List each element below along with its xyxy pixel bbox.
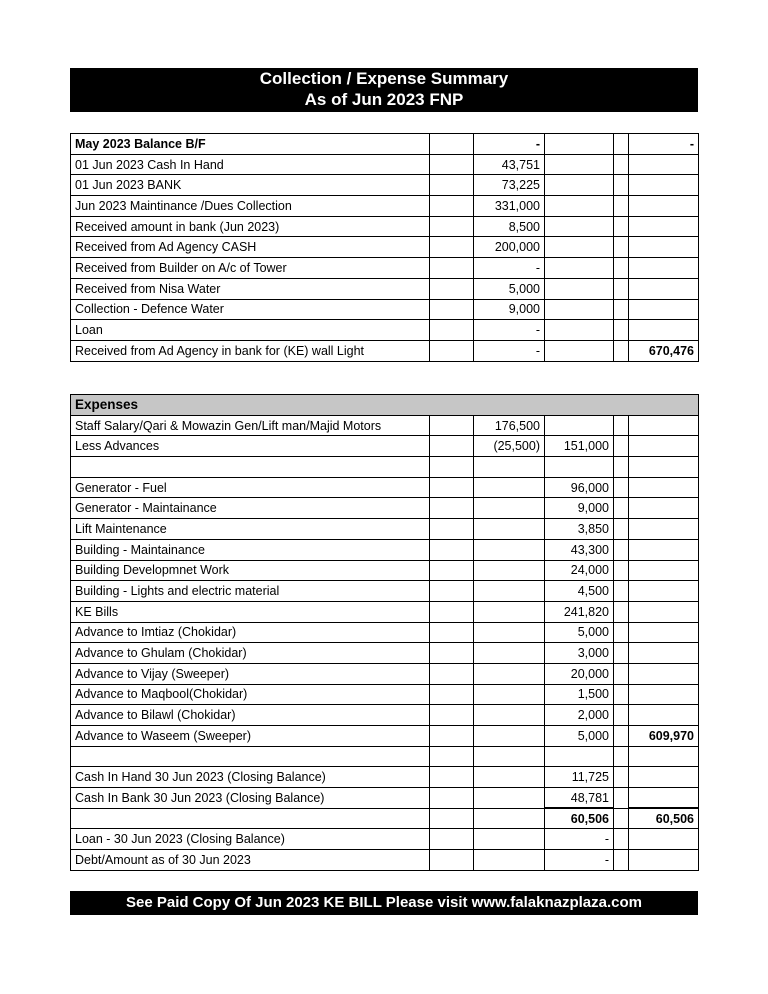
spacer-cell: [614, 237, 629, 258]
spacer-cell: [614, 622, 629, 643]
total-cell: [629, 519, 699, 540]
table-row: [71, 788, 699, 809]
total-cell: [629, 829, 699, 850]
spacer-cell: [614, 320, 629, 341]
subtotal-cell: -: [545, 850, 614, 871]
table-row: [71, 320, 699, 341]
subtotal-cell: 9,000: [545, 498, 614, 519]
total-cell: [629, 767, 699, 788]
row-label: KE Bills: [71, 601, 430, 622]
amount-cell: [474, 519, 545, 540]
table-row: [71, 726, 699, 747]
table-row: [71, 705, 699, 726]
row-label: Jun 2023 Maintinance /Dues Collection: [71, 196, 430, 217]
row-label: Building - Lights and electric material: [71, 581, 430, 602]
spacer-cell: [614, 258, 629, 279]
amount-cell: [474, 829, 545, 850]
total-cell: [629, 175, 699, 196]
table-row: [71, 436, 699, 457]
total-cell: [629, 278, 699, 299]
spacer-cell: [614, 601, 629, 622]
spacer-cell: [430, 560, 474, 581]
spacer-cell: [430, 622, 474, 643]
subtotal-cell: [545, 746, 614, 767]
spacer-cell: [430, 850, 474, 871]
row-label: Advance to Vijay (Sweeper): [71, 663, 430, 684]
spacer-cell: [614, 705, 629, 726]
row-label: 01 Jun 2023 Cash In Hand: [71, 154, 430, 175]
total-cell: [629, 216, 699, 237]
spacer-cell: [430, 299, 474, 320]
spacer-cell: [614, 299, 629, 320]
subtotal-cell: [545, 278, 614, 299]
summary-title-bar: [70, 68, 698, 112]
table-row: [71, 340, 699, 361]
subtotal-cell: -: [545, 829, 614, 850]
table-row: [71, 808, 699, 829]
subtotal-cell: 24,000: [545, 560, 614, 581]
row-label: Building - Maintainance: [71, 539, 430, 560]
subtotal-cell: [545, 154, 614, 175]
amount-cell: [474, 643, 545, 664]
subtotal-cell: [545, 134, 614, 155]
total-cell: -: [629, 134, 699, 155]
row-label: [71, 808, 430, 829]
row-label: Less Advances: [71, 436, 430, 457]
summary-title: Collection / Expense Summary: [259, 69, 509, 88]
table-row: [71, 684, 699, 705]
spacer-cell: [430, 216, 474, 237]
subtotal-cell: 43,300: [545, 539, 614, 560]
spacer-cell: [614, 196, 629, 217]
spacer-cell: [430, 581, 474, 602]
table-row: [71, 767, 699, 788]
subtotal-cell: [545, 216, 614, 237]
amount-cell: 176,500: [474, 415, 545, 436]
table-row: [71, 278, 699, 299]
total-cell: [629, 684, 699, 705]
spacer-cell: [614, 560, 629, 581]
row-label: 01 Jun 2023 BANK: [71, 175, 430, 196]
collection-table: [70, 133, 699, 362]
subtotal-cell: 11,725: [545, 767, 614, 788]
subtotal-cell: 4,500: [545, 581, 614, 602]
spacer-cell: [614, 457, 629, 478]
table-row: [71, 850, 699, 871]
spacer-cell: [614, 340, 629, 361]
subtotal-cell: 60,506: [545, 808, 614, 829]
table-row: [71, 299, 699, 320]
row-label: Advance to Waseem (Sweeper): [71, 726, 430, 747]
spacer-cell: [430, 519, 474, 540]
table-row: [71, 539, 699, 560]
subtotal-cell: [545, 320, 614, 341]
amount-cell: 8,500: [474, 216, 545, 237]
table-row: [71, 258, 699, 279]
table-row: [71, 237, 699, 258]
total-cell: [629, 601, 699, 622]
spacer-cell: [614, 850, 629, 871]
spacer-cell: [430, 788, 474, 809]
total-cell: [629, 788, 699, 809]
total-cell: [629, 705, 699, 726]
table-row: [71, 175, 699, 196]
total-cell: [629, 498, 699, 519]
spacer-cell: [430, 258, 474, 279]
table-row: [71, 643, 699, 664]
spacer-cell: [614, 539, 629, 560]
spacer-cell: [430, 643, 474, 664]
row-label: [71, 746, 430, 767]
row-label: Advance to Ghulam (Chokidar): [71, 643, 430, 664]
table-row: [71, 829, 699, 850]
row-label: Cash In Hand 30 Jun 2023 (Closing Balance): [71, 767, 430, 788]
row-label: Received from Nisa Water: [71, 278, 430, 299]
row-label: Received amount in bank (Jun 2023): [71, 216, 430, 237]
spacer-cell: [430, 498, 474, 519]
subtotal-cell: 151,000: [545, 436, 614, 457]
summary-subtitle: As of Jun 2023 FNP: [304, 90, 464, 109]
amount-cell: [474, 705, 545, 726]
spacer-cell: [430, 767, 474, 788]
row-label: Loan - 30 Jun 2023 (Closing Balance): [71, 829, 430, 850]
amount-cell: [474, 726, 545, 747]
spacer-cell: [614, 746, 629, 767]
row-label: Advance to Imtiaz (Chokidar): [71, 622, 430, 643]
total-cell: [629, 663, 699, 684]
spacer-cell: [430, 278, 474, 299]
table-row: [71, 622, 699, 643]
total-cell: [629, 258, 699, 279]
amount-cell: [474, 601, 545, 622]
spacer-cell: [430, 726, 474, 747]
row-label: Generator - Maintainance: [71, 498, 430, 519]
spacer-cell: [430, 415, 474, 436]
table-row: [71, 196, 699, 217]
spacer-cell: [430, 539, 474, 560]
spacer-cell: [430, 175, 474, 196]
spacer-cell: [614, 767, 629, 788]
table-row: [71, 560, 699, 581]
amount-cell: [474, 581, 545, 602]
footer-note: See Paid Copy Of Jun 2023 KE BILL Please visit www.falaknazplaza.com: [70, 891, 698, 915]
subtotal-cell: 48,781: [545, 788, 614, 809]
row-label: [71, 457, 430, 478]
subtotal-cell: [545, 237, 614, 258]
table-row: [71, 457, 699, 478]
table-row: [71, 154, 699, 175]
total-cell: [629, 746, 699, 767]
amount-cell: 331,000: [474, 196, 545, 217]
spacer-cell: [430, 457, 474, 478]
total-cell: [629, 539, 699, 560]
spacer-cell: [614, 829, 629, 850]
row-label: Loan: [71, 320, 430, 341]
amount-cell: 43,751: [474, 154, 545, 175]
subtotal-cell: [545, 415, 614, 436]
amount-cell: [474, 622, 545, 643]
table-row: [71, 663, 699, 684]
amount-cell: [474, 788, 545, 809]
expenses-header-row: [71, 395, 699, 416]
row-label: Building Developmnet Work: [71, 560, 430, 581]
subtotal-cell: [545, 258, 614, 279]
spacer-cell: [430, 134, 474, 155]
amount-cell: [474, 498, 545, 519]
row-label: Advance to Bilawl (Chokidar): [71, 705, 430, 726]
spacer-cell: [430, 196, 474, 217]
total-cell: [629, 560, 699, 581]
table-row: [71, 519, 699, 540]
spacer-cell: [430, 746, 474, 767]
spacer-cell: [614, 726, 629, 747]
amount-cell: -: [474, 134, 545, 155]
row-label: Received from Ad Agency CASH: [71, 237, 430, 258]
total-cell: [629, 477, 699, 498]
total-cell: [629, 622, 699, 643]
spacer-cell: [430, 684, 474, 705]
row-label: Advance to Maqbool(Chokidar): [71, 684, 430, 705]
spacer-cell: [614, 788, 629, 809]
subtotal-cell: 2,000: [545, 705, 614, 726]
row-label: Generator - Fuel: [71, 477, 430, 498]
row-label: Debt/Amount as of 30 Jun 2023: [71, 850, 430, 871]
total-cell: [629, 237, 699, 258]
total-cell: [629, 196, 699, 217]
subtotal-cell: [545, 175, 614, 196]
amount-cell: [474, 850, 545, 871]
total-cell: [629, 457, 699, 478]
amount-cell: -: [474, 320, 545, 341]
subtotal-cell: 5,000: [545, 726, 614, 747]
amount-cell: -: [474, 258, 545, 279]
spacer-cell: [430, 340, 474, 361]
spacer-cell: [614, 175, 629, 196]
spacer-cell: [614, 436, 629, 457]
spacer-cell: [614, 154, 629, 175]
subtotal-cell: 241,820: [545, 601, 614, 622]
spacer-cell: [614, 519, 629, 540]
total-cell: [629, 643, 699, 664]
spacer-cell: [430, 436, 474, 457]
row-label: Cash In Bank 30 Jun 2023 (Closing Balance): [71, 788, 430, 809]
table-row: [71, 581, 699, 602]
spacer-cell: [614, 808, 629, 829]
amount-cell: 73,225: [474, 175, 545, 196]
spacer-cell: [430, 705, 474, 726]
table-row: [71, 216, 699, 237]
table-row: [71, 477, 699, 498]
spacer-cell: [430, 808, 474, 829]
spacer-cell: [430, 237, 474, 258]
total-cell: [629, 299, 699, 320]
row-label: Lift Maintenance: [71, 519, 430, 540]
total-cell: 609,970: [629, 726, 699, 747]
amount-cell: [474, 767, 545, 788]
amount-cell: [474, 560, 545, 581]
amount-cell: -: [474, 340, 545, 361]
amount-cell: [474, 539, 545, 560]
amount-cell: [474, 457, 545, 478]
spacer-cell: [430, 477, 474, 498]
spacer-cell: [614, 216, 629, 237]
subtotal-cell: 96,000: [545, 477, 614, 498]
total-cell: [629, 436, 699, 457]
total-cell: [629, 154, 699, 175]
spacer-cell: [614, 663, 629, 684]
spacer-cell: [430, 829, 474, 850]
amount-cell: 5,000: [474, 278, 545, 299]
subtotal-cell: [545, 299, 614, 320]
spacer-cell: [430, 663, 474, 684]
spacer-cell: [614, 498, 629, 519]
total-cell: [629, 320, 699, 341]
total-cell: [629, 850, 699, 871]
subtotal-cell: [545, 340, 614, 361]
amount-cell: [474, 808, 545, 829]
subtotal-cell: 3,000: [545, 643, 614, 664]
row-label: Received from Builder on A/c of Tower: [71, 258, 430, 279]
subtotal-cell: 20,000: [545, 663, 614, 684]
row-label: May 2023 Balance B/F: [71, 134, 430, 155]
amount-cell: 200,000: [474, 237, 545, 258]
subtotal-cell: 5,000: [545, 622, 614, 643]
subtotal-cell: [545, 196, 614, 217]
amount-cell: [474, 663, 545, 684]
table-row: [71, 134, 699, 155]
subtotal-cell: 3,850: [545, 519, 614, 540]
total-cell: 60,506: [629, 808, 699, 829]
row-label: Collection - Defence Water: [71, 299, 430, 320]
subtotal-cell: 1,500: [545, 684, 614, 705]
table-row: [71, 498, 699, 519]
total-cell: [629, 415, 699, 436]
spacer-cell: [430, 154, 474, 175]
spacer-cell: [614, 278, 629, 299]
table-row: [71, 415, 699, 436]
row-label: Staff Salary/Qari & Mowazin Gen/Lift man/Majid Motors: [71, 415, 430, 436]
row-label: Received from Ad Agency in bank for (KE) wall Light: [71, 340, 430, 361]
spacer-cell: [614, 643, 629, 664]
total-cell: [629, 581, 699, 602]
amount-cell: [474, 746, 545, 767]
amount-cell: (25,500): [474, 436, 545, 457]
amount-cell: [474, 684, 545, 705]
table-row: [71, 601, 699, 622]
amount-cell: 9,000: [474, 299, 545, 320]
table-row: [71, 746, 699, 767]
spacer-cell: [430, 320, 474, 341]
spacer-cell: [614, 477, 629, 498]
subtotal-cell: [545, 457, 614, 478]
spacer-cell: [614, 134, 629, 155]
expenses-header: Expenses: [71, 395, 430, 416]
total-cell: 670,476: [629, 340, 699, 361]
spacer-cell: [614, 684, 629, 705]
spacer-cell: [614, 581, 629, 602]
amount-cell: [474, 477, 545, 498]
spacer-cell: [614, 415, 629, 436]
spacer-cell: [430, 601, 474, 622]
expenses-table: [70, 394, 699, 871]
